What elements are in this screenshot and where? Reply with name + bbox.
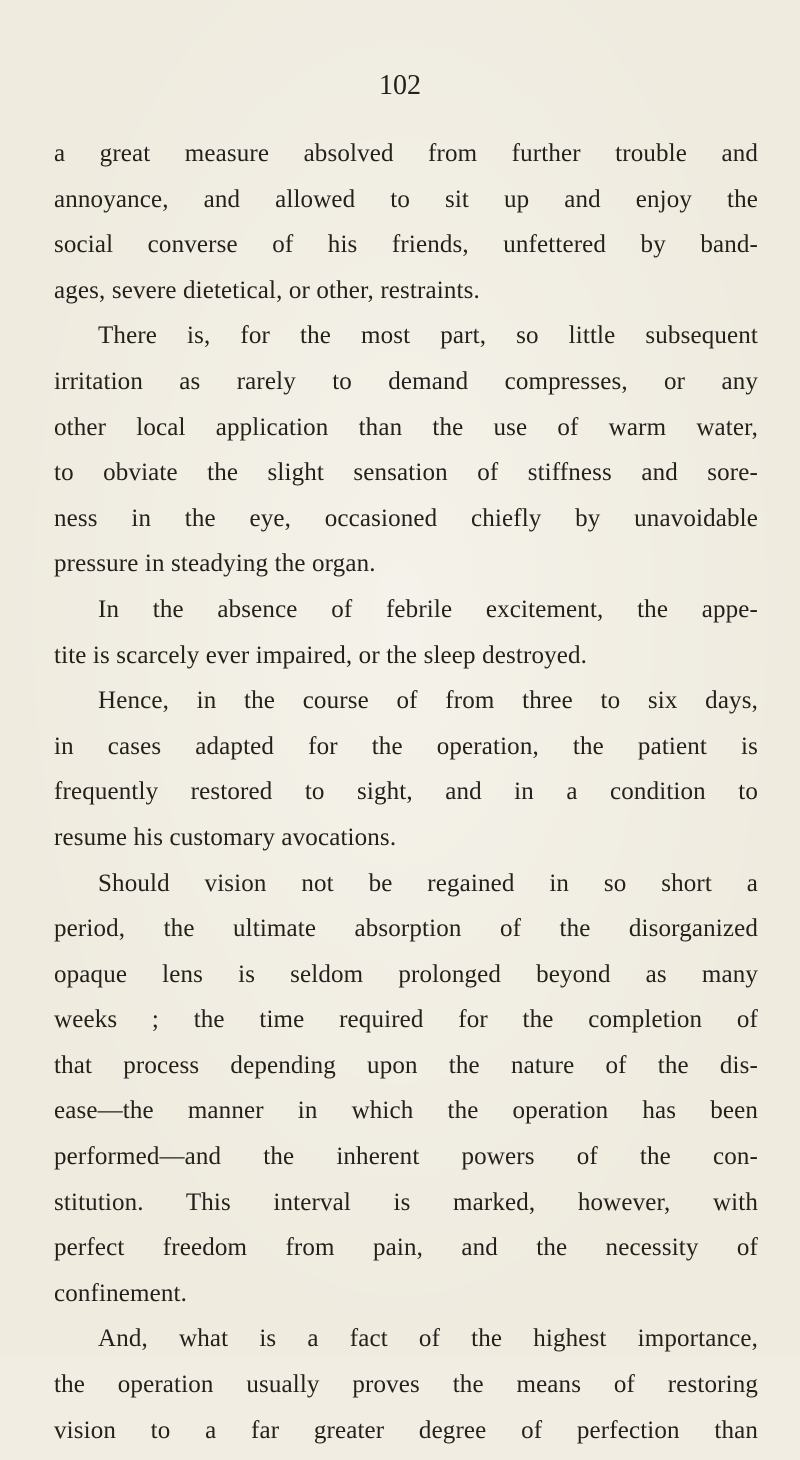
text-line: tite is scarcely ever impaired, or the sleep destroyed.	[54, 641, 588, 669]
text-line: opaque lens is seldom prolonged beyond as many	[54, 960, 758, 988]
text-line: irritation as rarely to demand compresses, or any	[54, 367, 758, 395]
text-line: vision to a far greater degree of perfection than	[54, 1416, 758, 1444]
text-line: annoyance, and allowed to sit up and enjoy the	[54, 185, 758, 213]
body-text	[54, 138, 758, 1460]
text-line: a great measure absolved from further trouble and	[54, 140, 758, 167]
text-line: the operation usually proves the means of restoring	[54, 1371, 758, 1399]
text-line: frequently restored to sight, and in a condition to	[54, 778, 758, 806]
text-line: resume his customary avocations.	[54, 823, 397, 851]
text-line: performed—and the inherent powers of the con-	[54, 1143, 758, 1171]
text-line: ness in the eye, occasioned chiefly by unavoidable	[54, 504, 758, 532]
text-line: Hence, in the course of from three to six days,	[98, 687, 758, 715]
text-line: ease—the manner in which the operation has been	[54, 1097, 758, 1125]
text-line: Should vision not be regained in so short a	[98, 869, 758, 897]
text-line: There is, for the most part, so little subsequent	[98, 322, 758, 350]
text-line: ages, severe dietetical, or other, restraints.	[54, 276, 480, 304]
text-line: In the absence of febrile excitement, the appe-	[98, 595, 758, 623]
text-line: social converse of his friends, unfettered by band-	[54, 231, 758, 259]
page-number: 102	[379, 70, 421, 101]
text-line: confinement.	[54, 1279, 188, 1307]
text-line: that process depending upon the nature of the dis-	[54, 1051, 758, 1079]
text-line: other local application than the use of warm water,	[54, 413, 758, 441]
text-line: to obviate the slight sensation of stiffness and sore-	[54, 459, 758, 487]
text-line: in cases adapted for the operation, the patient is	[54, 732, 758, 760]
text-line: pressure in steadying the organ.	[54, 550, 376, 578]
text-line: period, the ultimate absorption of the disorganized	[54, 915, 758, 943]
text-line: perfect freedom from pain, and the necessity of	[54, 1234, 758, 1262]
text-line: stitution. This interval is marked, however, with	[54, 1188, 758, 1216]
text-line: weeks ; the time required for the completion of	[54, 1006, 758, 1034]
text-line: And, what is a fact of the highest importance,	[98, 1325, 758, 1353]
